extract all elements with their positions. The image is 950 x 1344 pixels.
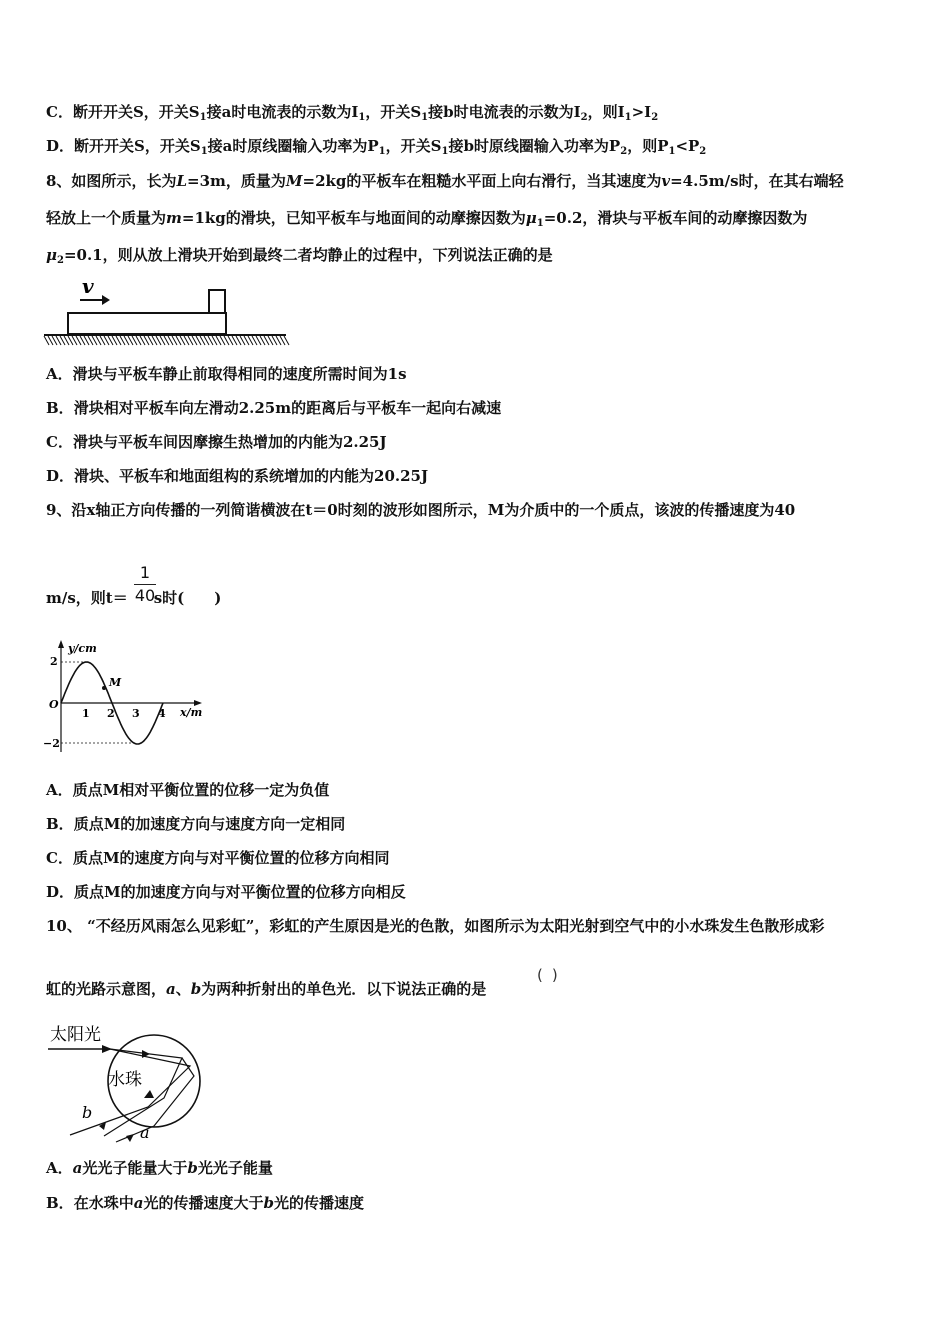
- q10-raindrop-figure: [44, 1018, 244, 1143]
- x-tick-2: 2: [107, 707, 115, 720]
- y-tick-2: 2: [50, 655, 58, 668]
- q8-option-c: C．滑块与平板车间因摩擦生热增加的内能为2.25J: [46, 433, 387, 451]
- q7-option-d: D．断开开关S，开关$S_1$接a时原线圈输入功率为$P_1$，开关$S_1$接b时原线圈输入功率为$P_2$，则$P_1<P_2$: [46, 137, 707, 157]
- ray-arrow-2: [144, 1090, 154, 1098]
- y-tick-neg2: −2: [43, 737, 60, 750]
- x-axis-label: x/m: [180, 706, 203, 719]
- cart-body: [68, 313, 226, 334]
- q8-option-a: A．滑块与平板车静止前取得相同的速度所需时间为1s: [46, 365, 407, 383]
- q10-option-b: B．在水珠中a光的传播速度大于b光的传播速度: [46, 1194, 364, 1212]
- q10-stem-line2: 虹的光路示意图，a、b为两种折射出的单色光．以下说法正确的是: [46, 980, 487, 998]
- q9-stem-line1: 9、沿x轴正方向传播的一列简谐横波在t＝0时刻的波形如图所示，M为介质中的一个质点，该波的传播速度为40: [46, 501, 796, 519]
- ray-a-label: a: [140, 1123, 150, 1142]
- q9-option-d: D．质点M的加速度方向与对平衡位置的位移方向相反: [46, 883, 406, 901]
- origin-label: O: [49, 698, 59, 711]
- q8-stem-line3: $\mu_2=0.1$，则从放上滑块开始到最终二者均静止的过程中，下列说法正确的是: [46, 246, 553, 266]
- y-axis-label: y/cm: [68, 642, 97, 655]
- point-m-label: M: [109, 676, 122, 689]
- x-tick-1: 1: [82, 707, 90, 720]
- velocity-label: v: [82, 274, 94, 298]
- x-tick-3: 3: [132, 707, 140, 720]
- slider-block: [209, 290, 225, 313]
- q7-option-c: C．断开开关S，开关$S_1$接a时电流表的示数为$I_1$，开关$S_1$接b时电流表的示数为$I_2$，则$I_1>I_2$: [46, 103, 659, 123]
- q8-stem-line2: 轻放上一个质量为m=1kg的滑块，已知平板车与地面间的动摩擦因数为$\mu_1=0.2$，滑块与平板车间的动摩擦因数为: [46, 209, 808, 229]
- q9-wave-graph: [40, 640, 210, 755]
- q9-option-c: C．质点M的速度方向与对平衡位置的位移方向相同: [46, 849, 390, 867]
- droplet-label: 水珠: [108, 1070, 142, 1090]
- velocity-arrow-head: [102, 295, 110, 305]
- q8-option-b: B．滑块相对平板车向左滑动2.25m的距离后与平板车一起向右减速: [46, 399, 502, 417]
- time-fraction: 1 40: [134, 563, 156, 605]
- q8-stem-line1: 8、如图所示，长为L=3m，质量为M=2kg的平板车在粗糙水平面上向右滑行，当其速度为v=4.5m/s时，在其右端轻: [46, 172, 844, 190]
- point-m-dot: [102, 686, 106, 690]
- q9-option-a: A．质点M相对平衡位置的位移一定为负值: [46, 781, 330, 799]
- q10-option-a: A．a光光子能量大于b光光子能量: [46, 1159, 273, 1177]
- ground-hatching: [44, 336, 289, 345]
- q9-stem-line2: m/s，则t＝ s时( ): [46, 589, 222, 607]
- ray-b-outer: [70, 1049, 190, 1135]
- x-tick-4: 4: [158, 707, 166, 720]
- q9-option-b: B．质点M的加速度方向与速度方向一定相同: [46, 815, 346, 833]
- q8-option-d: D．滑块、平板车和地面组构的系统增加的内能为20.25J: [46, 467, 429, 485]
- sunlight-label: 太阳光: [50, 1025, 101, 1045]
- q8-cart-figure: [44, 275, 289, 350]
- q10-stem-line1: 10、 “不经历风雨怎么见彩虹”，彩虹的产生原因是光的色散，如图所示为太阳光射到空气中的小水珠发生色散形成彩: [46, 917, 825, 935]
- y-axis-arrow: [58, 640, 64, 648]
- answer-paren: ( ): [537, 966, 558, 984]
- ray-b-label: b: [82, 1103, 93, 1122]
- ray-arrow-a: [126, 1134, 134, 1142]
